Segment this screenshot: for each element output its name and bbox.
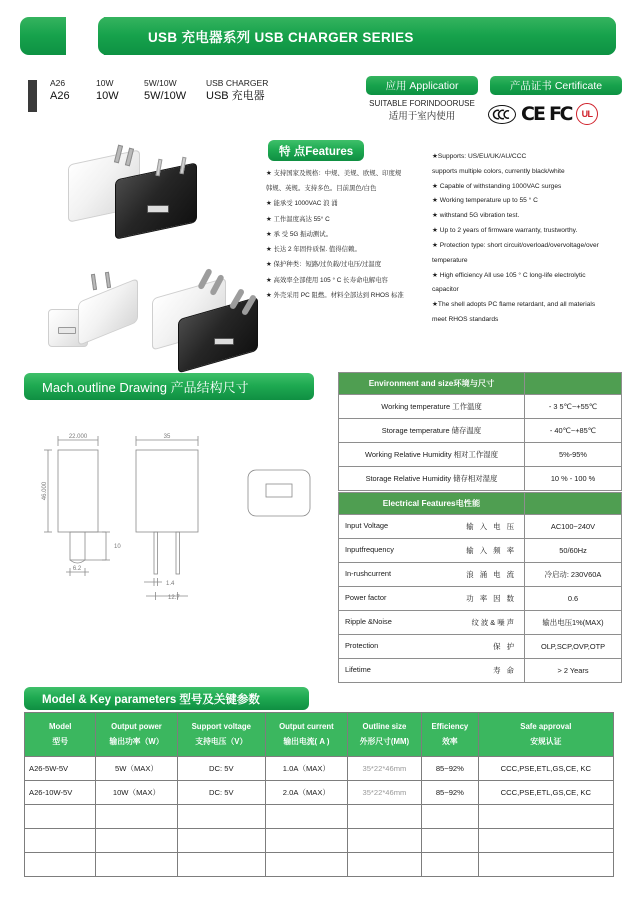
column-header-cn: 型号 [52, 736, 69, 746]
column-header-cn: 支持电压（V） [195, 736, 248, 746]
dim-plug-width: 6.2 [72, 566, 82, 572]
column-header-en: Safe approval [520, 721, 572, 731]
feature-en-6: ★ Protection type: short circuit/overload/overvoltage/over [432, 241, 599, 249]
application-line-en: SUITABLE FORINDOORUSE [369, 99, 475, 108]
column-header-en: Output current [279, 721, 334, 731]
feature-cn-6: ★ 保护种类：短路/过负载/过电压/过温度 [266, 261, 382, 269]
electrical-value: AC100~240V [525, 515, 622, 539]
parameters-empty-cell [422, 853, 479, 877]
parameters-header-row [25, 713, 614, 757]
application-line-cn: 适用于室内使用 [388, 111, 456, 123]
parameters-section-title: Model & Key parameters 型号及关键参数 [42, 693, 260, 706]
electrical-value: > 2 Years [525, 659, 622, 683]
parameters-cell-voltage: DC: 5V [177, 781, 266, 805]
electrical-value: OLP,SCP,OVP,OTP [525, 635, 622, 659]
column-header-en: Output power [111, 721, 162, 731]
parameters-cell-efficiency: 85~92% [422, 757, 479, 781]
parameters-cell-voltage: DC: 5V [177, 757, 266, 781]
feature-cn-0: ★ 支持国家及规格：中规、美规、欧规、印度规 [266, 170, 402, 177]
environment-label: Storage temperature 储存温度 [339, 419, 525, 443]
parameters-column-header [478, 713, 613, 757]
dim-pin-spacing: 12.7 [168, 595, 180, 601]
certification-logos [488, 100, 624, 128]
feature-en-1: supports multiple colors, currently black/white [432, 167, 565, 175]
parameters-empty-cell [25, 805, 96, 829]
model-code-en: A26 [50, 78, 66, 88]
environment-table-header-spacer [525, 373, 622, 395]
electrical-label-en: Power factor [345, 593, 387, 602]
model-name-en: USB CHARGER [206, 78, 269, 88]
electrical-table-header-row [339, 493, 622, 515]
parameters-empty-row [25, 853, 614, 877]
feature-cn-8: ★ 外壳采用 PC 阻燃。材料全部达到 RHOS 标准 [266, 291, 404, 299]
electrical-features-table [338, 492, 622, 683]
column-header-en: Outline size [362, 721, 407, 731]
environment-table-header-row [339, 373, 622, 395]
parameters-empty-cell [422, 805, 479, 829]
column-header-cn: 输出电流( A ) [283, 736, 330, 746]
feature-en-4: ★ withstand 5G vibration test. [432, 212, 520, 220]
electrical-value: 输出电压1%(MAX) [525, 611, 622, 635]
features-badge [268, 140, 364, 161]
outline-section-title: Mach.outline Drawing 产品结构尺寸 [42, 380, 249, 395]
parameters-table-row [25, 781, 614, 805]
parameters-cell-power: 10W（MAX） [96, 781, 177, 805]
parameters-cell-size: 35*22*46mm [347, 757, 421, 781]
parameters-empty-cell [96, 805, 177, 829]
parameters-empty-cell [177, 805, 266, 829]
parameters-empty-cell [347, 853, 421, 877]
environment-table-body [339, 373, 622, 491]
electrical-label-en: In-rushcurrent [345, 569, 392, 578]
parameters-column-header [177, 713, 266, 757]
ce-logo-icon: CE [521, 102, 544, 125]
parameters-column-header [266, 713, 348, 757]
parameters-cell-current: 2.0A（MAX） [266, 781, 348, 805]
parameters-empty-cell [177, 829, 266, 853]
model-name-cn: USB 充电器 [206, 90, 265, 103]
application-badge: 应用 Applicatior [366, 76, 478, 95]
electrical-label-en: Lifetime [345, 665, 371, 674]
parameters-table-body [25, 757, 614, 877]
environment-size-table [338, 372, 622, 491]
electrical-table-body [339, 493, 622, 683]
parameters-column-header [96, 713, 177, 757]
parameters-empty-row [25, 805, 614, 829]
feature-en-2: ★ Capable of withstanding 1000VAC surges [432, 182, 562, 190]
electrical-row [339, 611, 622, 635]
header-inner-panel [98, 17, 616, 55]
parameters-cell-approval: CCC,PSE,ETL,GS,CE, KC [478, 781, 613, 805]
certificate-badge: 产品证书 Certificate [490, 76, 622, 95]
page-header [20, 17, 616, 55]
electrical-row [339, 635, 622, 659]
electrical-row [339, 563, 622, 587]
environment-value: 10 % - 100 % [525, 467, 622, 491]
product-photo-black-us [115, 161, 205, 249]
dim-plug-depth: 10 [114, 544, 121, 550]
environment-value: 5%-95% [525, 443, 622, 467]
features-list-chinese [266, 166, 436, 303]
dim-front-width: 35 [163, 434, 171, 440]
parameters-cell-efficiency: 85~92% [422, 781, 479, 805]
parameters-empty-cell [422, 829, 479, 853]
feature-cn-2: ★ 能承受 1000VAC 浪 涌 [266, 200, 338, 208]
page-title: USB 充电器系列 USB CHARGER SERIES [148, 30, 414, 45]
electrical-label-en: Input Voltage [345, 521, 389, 530]
column-header-en: Support voltage [191, 721, 251, 731]
environment-row [339, 443, 622, 467]
electrical-row [339, 515, 622, 539]
electrical-value: 50/60Hz [525, 539, 622, 563]
product-model-block [28, 78, 358, 104]
environment-row [339, 419, 622, 443]
electrical-label-cn: 保 护 [493, 642, 516, 651]
parameters-empty-cell [266, 853, 348, 877]
ccc-logo-icon [488, 105, 516, 124]
outline-section-header [24, 373, 314, 400]
parameters-empty-cell [96, 853, 177, 877]
electrical-table-header-spacer [525, 493, 622, 515]
dim-side-width: 22.000 [68, 434, 88, 440]
column-header-cn: 效率 [442, 736, 458, 746]
feature-en-0: ★Supports: US/EU/UK/AU/CCC [432, 153, 527, 160]
color-swatch-icon [28, 80, 37, 112]
environment-label: Working Relative Humidity 相对工作湿度 [339, 443, 525, 467]
parameters-table-head [25, 713, 614, 757]
column-header-cn: 外形尺寸(MM) [359, 736, 410, 746]
column-header-en: Model [48, 721, 72, 731]
feature-en-5: ★ Up to 2 years of firmware warranty, trustworthy. [432, 227, 578, 235]
parameters-cell-model: A26-5W-5V [25, 757, 96, 781]
parameters-empty-cell [177, 853, 266, 877]
feature-cn-3: ★ 工作温度高达 55° C [266, 215, 330, 223]
model-range-en: 5W/10W [144, 78, 177, 88]
feature-cn-5: ★ 长达 2 年固件质保. 值得信赖。 [266, 246, 361, 254]
parameters-column-header [422, 713, 479, 757]
electrical-table-header: Electrical Features电性能 [339, 493, 525, 515]
parameters-column-header [347, 713, 421, 757]
environment-label: Storage Relative Humidity 储存相对湿度 [339, 467, 525, 491]
parameters-section-header [24, 687, 309, 710]
model-power-en: 10W [96, 78, 114, 88]
environment-label: Working temperature 工作温度 [339, 395, 525, 419]
parameters-empty-cell [478, 805, 613, 829]
environment-value: - 3 5℃~+55℃ [525, 395, 622, 419]
key-parameters-table [24, 712, 614, 877]
parameters-empty-cell [25, 829, 96, 853]
electrical-row [339, 659, 622, 683]
feature-en-7: temperature [432, 256, 468, 264]
feature-cn-1: 韩规、英规。支持多色。目前黑色/白色 [266, 185, 377, 193]
application-description [358, 98, 486, 125]
electrical-label-cn: 寿 命 [493, 666, 516, 675]
feature-en-11: meet RHOS standards [432, 316, 499, 324]
product-photo-black-eu [178, 288, 268, 374]
electrical-label-cn: 输 入 频 率 [466, 546, 516, 555]
features-badge-label: 特 点Features [279, 145, 354, 158]
electrical-label-cn: 功 率 因 数 [466, 594, 516, 603]
feature-en-8: ★ High efficiency All use 105 ° C long-life electrolytic [432, 271, 586, 279]
parameters-empty-cell [478, 853, 613, 877]
feature-en-3: ★ Working temperature up to 55 ° C [432, 197, 538, 205]
parameters-empty-cell [478, 829, 613, 853]
environment-row [339, 395, 622, 419]
ul-logo-icon: UL [576, 103, 598, 125]
electrical-label-en: Ripple &Noise [345, 617, 392, 626]
dim-side-height: 46.000 [42, 481, 48, 501]
electrical-label-cn: 输 入 电 压 [466, 522, 516, 531]
parameters-empty-cell [266, 805, 348, 829]
parameters-cell-approval: CCC,PSE,ETL,GS,CE, KC [478, 757, 613, 781]
parameters-empty-cell [347, 829, 421, 853]
parameters-empty-row [25, 829, 614, 853]
model-code-cn: A26 [50, 90, 70, 103]
parameters-empty-cell [25, 853, 96, 877]
electrical-label-cn: 浪 涌 电 流 [466, 570, 516, 579]
parameters-cell-current: 1.0A（MAX） [266, 757, 348, 781]
model-power-cn: 10W [96, 90, 119, 103]
parameters-cell-model: A26-10W-5V [25, 781, 96, 805]
dim-pin-width: 1.4 [166, 581, 175, 587]
feature-en-10: ★The shell adopts PC flame retardant, and all materials [432, 301, 596, 309]
electrical-row [339, 539, 622, 563]
environment-value: - 40℃~+85℃ [525, 419, 622, 443]
model-row-chinese [50, 89, 358, 104]
product-photo-gallery [30, 133, 260, 358]
parameters-table-row [25, 757, 614, 781]
electrical-value: 冷启动: 230V60A [525, 563, 622, 587]
feature-cn-7: ★ 高效率全部使用 105 ° C 长寿命电解电容 [266, 276, 388, 284]
column-header-cn: 安规认证 [530, 736, 562, 746]
product-photo-white-side [78, 276, 146, 344]
electrical-row [339, 587, 622, 611]
environment-row [339, 467, 622, 491]
parameters-cell-power: 5W（MAX） [96, 757, 177, 781]
mechanical-outline-drawing [26, 420, 326, 660]
parameters-cell-size: 35*22*46mm [347, 781, 421, 805]
environment-table-header: Environment and size环境与尺寸 [339, 373, 525, 395]
electrical-label-en: Protection [345, 641, 379, 650]
parameters-empty-cell [266, 829, 348, 853]
feature-cn-4: ★ 承 受 5G 振动测试。 [266, 230, 333, 238]
feature-en-9: capacitor [432, 286, 459, 294]
parameters-empty-cell [347, 805, 421, 829]
model-range-cn: 5W/10W [144, 90, 187, 103]
column-header-en: Efficiency [431, 721, 469, 731]
parameters-empty-cell [96, 829, 177, 853]
model-row-english [50, 78, 358, 89]
parameters-column-header [25, 713, 96, 757]
features-list-english [432, 150, 628, 328]
column-header-cn: 输出功率（W） [109, 736, 164, 746]
fcc-logo-icon: FC [548, 102, 572, 125]
electrical-label-en: Inputfrequency [345, 545, 394, 554]
electrical-value: 0.6 [525, 587, 622, 611]
electrical-label-cn: 纹波&噪声 [471, 618, 516, 627]
